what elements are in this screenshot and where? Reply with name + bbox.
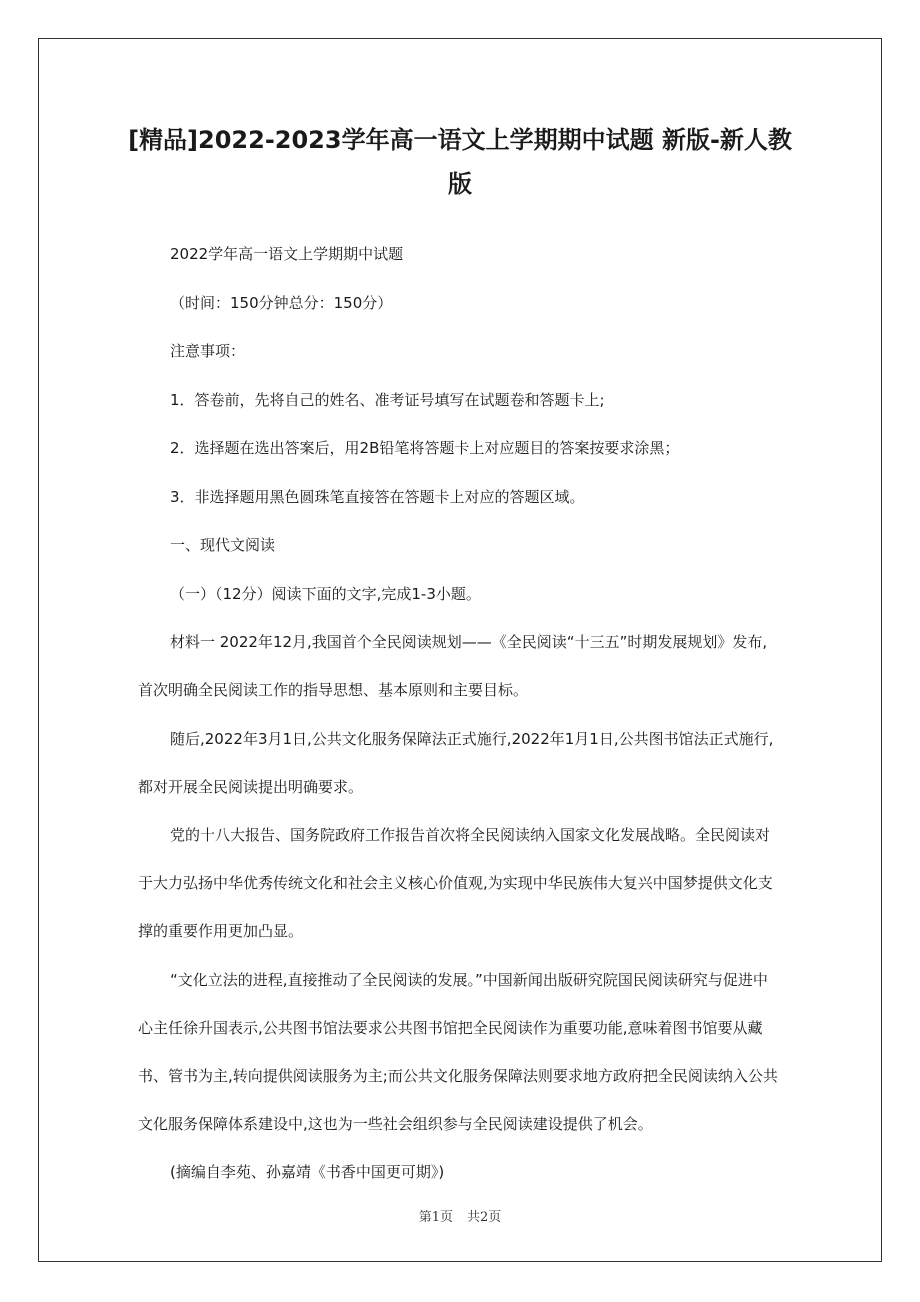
paragraph: 1．答卷前，先将自己的姓名、准考证号填写在试题卷和答题卡上;: [170, 390, 605, 409]
source-citation: (摘编自李苑、孙嘉靖《书香中国更可期》): [170, 1163, 445, 1181]
page-number: 第1页: [418, 1210, 453, 1225]
section-heading: 一、现代文阅读: [170, 536, 276, 554]
paragraph: “文化立法的进程,直接推动了全民阅读的发展。”中国新闻出版研究院国民阅读研究与促进中心主任徐升国表示,公共图书馆法要求公共图书馆把全民阅读作为重要功能,意味着图书馆要从藏书、管书为主,转向提供阅读服务为主;而公共文化服务保障法则要求地方政府把全民阅读纳入公共文化服务保障体系建设中,这也为一些社会组织参与全民阅读建设提供了机会。: [138, 970, 778, 1133]
paragraph: 随后,2022年3月1日,公共文化服务保障法正式施行,2022年1月1日,公共图书馆法正式施行,都对开展全民阅读提出明确要求。: [138, 729, 774, 796]
paragraph: 2．选择题在选出答案后，用2B铅笔将答题卡上对应题目的答案按要求涂黑；: [170, 439, 680, 457]
document-title: [精品]2022-2023学年高一语文上学期期中试题 新版-新人教版: [128, 126, 792, 198]
page-footer: [0, 1206, 920, 1225]
paragraph: 注意事项：: [170, 342, 246, 360]
page-total: 共2页: [467, 1210, 502, 1225]
paragraph: 材料一 2022年12月,我国首个全民阅读规划——《全民阅读“十三五”时期发展规划》发布,首次明确全民阅读工作的指导思想、基本原则和主要目标。: [138, 633, 768, 699]
document-body: [138, 240, 782, 1207]
paragraph: （时间：150分钟总分：150分）: [170, 293, 393, 312]
paragraph: 2022学年高一语文上学期期中试题: [170, 245, 404, 263]
paragraph: 3．非选择题用黑色圆珠笔直接答在答题卡上对应的答题区域。: [170, 487, 585, 506]
paragraph: 党的十八大报告、国务院政府工作报告首次将全民阅读纳入国家文化发展战略。全民阅读对于大力弘扬中华优秀传统文化和社会主义核心价值观,为实现中华民族伟大复兴中国梦提供文化支撑的重要作用更加凸显。: [138, 826, 773, 940]
paragraph: （一）（12分）阅读下面的文字,完成1-3小题。: [170, 584, 481, 603]
